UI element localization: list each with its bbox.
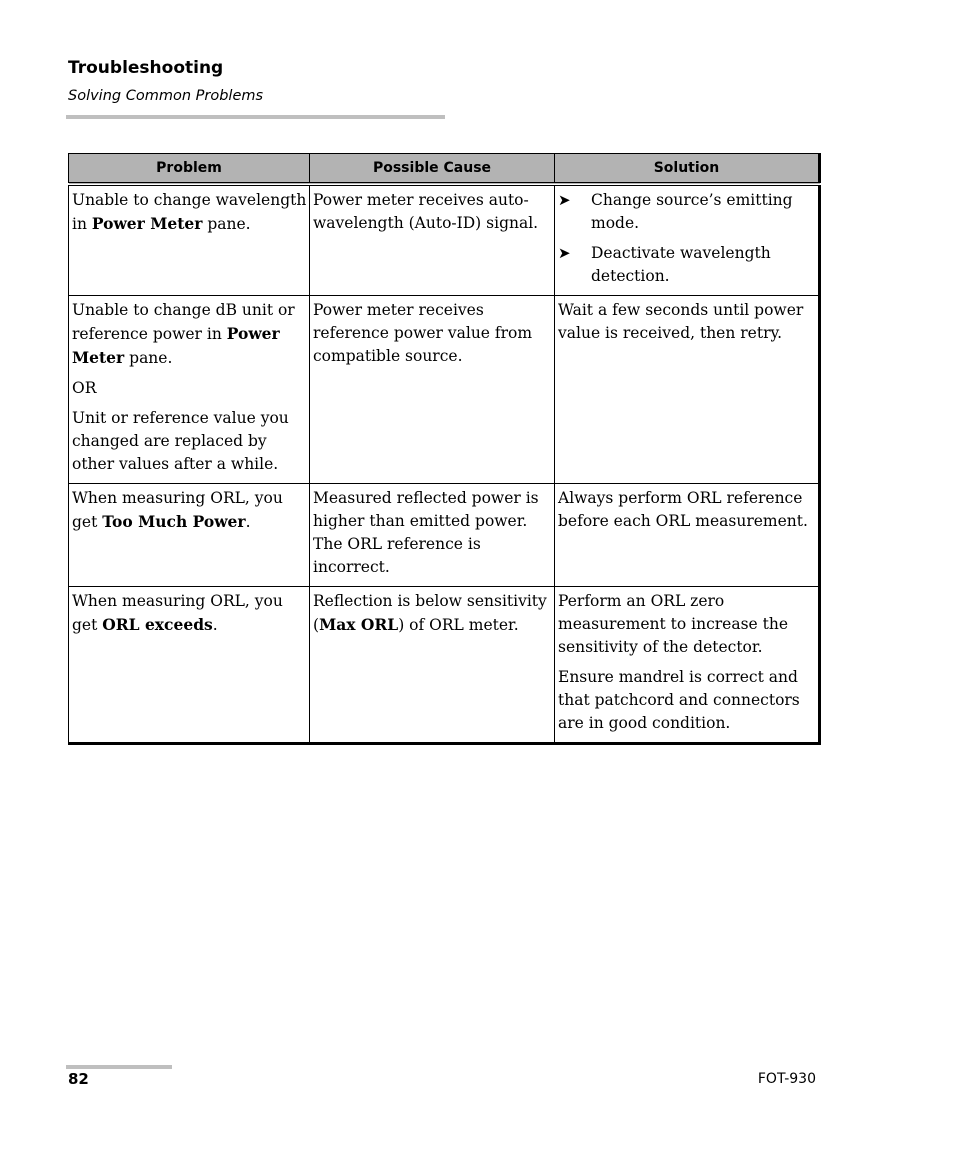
- arrow-bullet-icon: ➤: [558, 191, 571, 209]
- list-item: ➤ Deactivate wavelength detection.: [558, 242, 816, 288]
- arrow-bullet-icon: ➤: [558, 244, 571, 262]
- footer-rule: [66, 1065, 172, 1069]
- problem-cell: When measuring ORL, you get ORL exceeds.: [69, 587, 310, 744]
- cause-cell: Power meter receives auto-wavelength (Auto-ID) signal.: [310, 184, 555, 296]
- solution-cell: Wait a few seconds until power value is received, then retry.: [555, 296, 820, 484]
- cause-cell: Measured reflected power is higher than emitted power. The ORL reference is incorrect.: [310, 484, 555, 587]
- solution-cell: [555, 184, 820, 296]
- solution-cell: Perform an ORL zero measurement to increase the sensitivity of the detector. Ensure mandrel is correct and that patchcord and connectors are in good condition.: [555, 587, 820, 744]
- column-header-solution: Solution: [555, 154, 820, 185]
- table-row: [69, 587, 820, 744]
- table-row: [69, 184, 820, 296]
- table-header-row: [69, 154, 820, 185]
- page-number: 82: [68, 1070, 89, 1088]
- solution-cell: Always perform ORL reference before each ORL measurement.: [555, 484, 820, 587]
- section-subtitle: Solving Common Problems: [68, 88, 264, 104]
- problem-cell: Unable to change dB unit or reference power in Power Meter pane. OR Unit or reference value you changed are replaced by other values after a while.: [69, 296, 310, 484]
- cause-cell: Power meter receives reference power value from compatible source.: [310, 296, 555, 484]
- table-row: [69, 484, 820, 587]
- section-title: Troubleshooting: [68, 58, 224, 78]
- troubleshooting-table: [68, 153, 821, 745]
- problem-cell: Unable to change wavelength in Power Meter pane.: [69, 184, 310, 296]
- table-row: [69, 296, 820, 484]
- model-name: FOT-930: [757, 1071, 816, 1087]
- column-header-problem: Problem: [69, 154, 310, 185]
- list-item: ➤ Change source’s emitting mode.: [558, 189, 816, 235]
- cause-cell: Reflection is below sensitivity (Max ORL) of ORL meter.: [310, 587, 555, 744]
- problem-cell: When measuring ORL, you get Too Much Power.: [69, 484, 310, 587]
- column-header-possible-cause: Possible Cause: [310, 154, 555, 185]
- header-rule: [66, 115, 445, 119]
